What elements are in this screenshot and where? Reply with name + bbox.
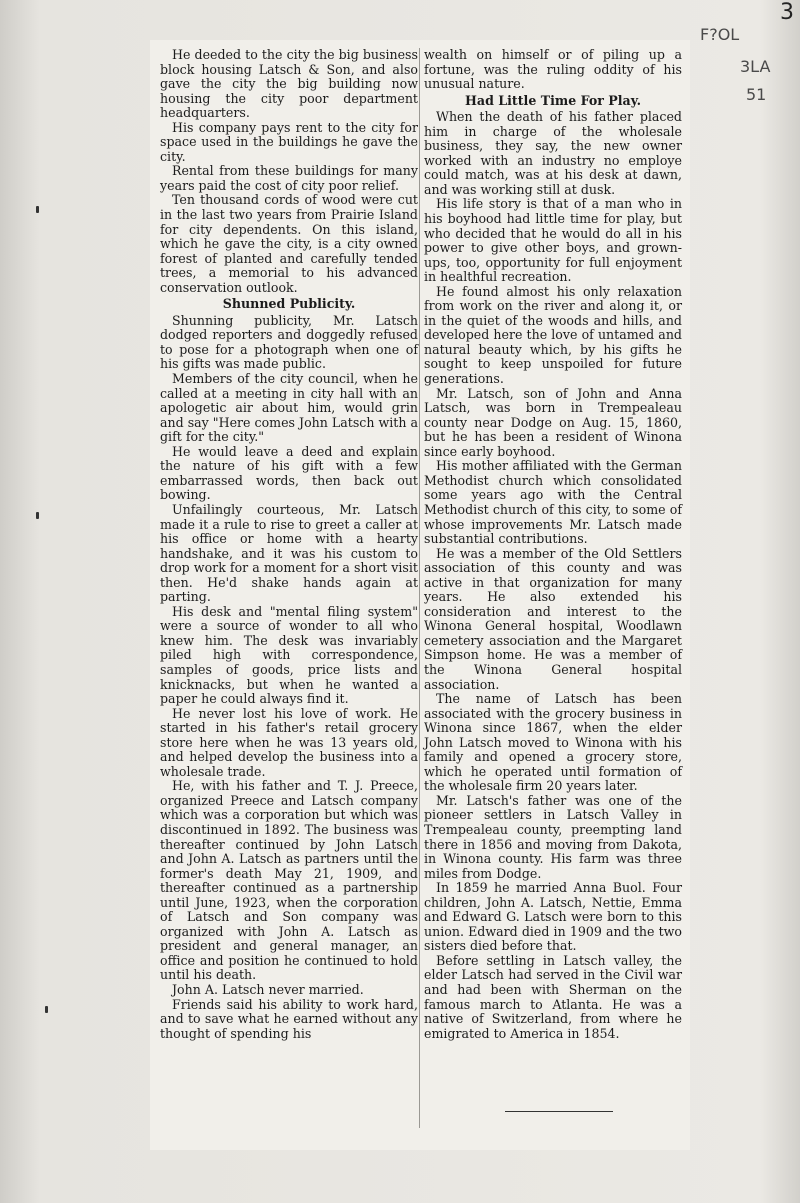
article-paragraph: Shunning publicity, Mr. Latsch dodged reporters and doggedly refused to pose for a photograph when one of his gifts was made public. [160, 312, 418, 372]
article-column-right [424, 48, 682, 1041]
article-column-left [160, 48, 418, 1041]
margin-mark [36, 512, 39, 519]
handwritten-note-line-3: 51 [746, 85, 767, 104]
handwritten-note-line-1: F?OL [700, 25, 740, 44]
article-paragraph: Ten thousand cords of wood were cut in the last two years from Prairie Island for city dependents. On this island, which he gave the city, is a city owned forest of planted and carefully tended trees, a memorial to his advanced conservation outlook. [160, 192, 418, 295]
article-paragraph: His company pays rent to the city for space used in the buildings he gave the city. [160, 119, 418, 164]
article-paragraph: Mr. Latsch, son of John and Anna Latsch, was born in Trempealeau county near Dodge on Aug. 15, 1860, but he has been a resident of Winona since early boyhood. [424, 385, 682, 459]
article-paragraph: Rental from these buildings for many years paid the cost of city poor relief. [160, 163, 418, 193]
article-paragraph: Members of the city council, when he called at a meeting in city hall with an apologetic air about him, would grin and say "Here comes John Latsch with a gift for the city." [160, 371, 418, 445]
article-paragraph: His desk and "mental filing system" were a source of wonder to all who knew him. The desk was invariably piled high with correspondence, samples of goods, price lists and knicknacks, but when he wanted a paper he could always find it. [160, 603, 418, 707]
end-rule [505, 1111, 613, 1112]
article-paragraph: He found almost his only relaxation from work on the river and along it, or in the quiet of the woods and hills, and developed here the love of untamed and natural beauty which, by his gifts he sought to keep unspoiled for future generations. [424, 283, 682, 387]
margin-mark [36, 206, 39, 213]
article-paragraph: His life story is that of a man who in his boyhood had little time for play, but who decided that he would do all in his power to give other boys, and grown-ups, too, opportunity for full enjoyment in healthful recreation. [424, 196, 682, 285]
article-paragraph: He would leave a deed and explain the nature of his gift with a few embarrassed words, then back out bowing. [160, 443, 418, 503]
section-heading: Shunned Publicity. [222, 296, 356, 312]
handwritten-note-line-2: 3LA [740, 57, 771, 76]
article-paragraph: The name of Latsch has been associated with the grocery business in Winona since 1867, when the elder John Latsch moved to Winona with his family and opened a grocery store, which he operated until formation of the wholesale firm 20 years later. [424, 691, 682, 794]
article-paragraph: Before settling in Latsch valley, the elder Latsch had served in the Civil war and had been with Sherman on the famous march to Atlanta. He was a native of Switzerland, from where he emigrated to America in 1854. [424, 952, 682, 1041]
article-paragraph: He deeded to the city the big business block housing Latsch & Son, and also gave the city the big building now housing the city poor department headquarters. [160, 47, 418, 121]
article-paragraph: He, with his father and T. J. Preece, organized Preece and Latsch company which was a corporation but which was discontinued in 1892. The business was thereafter continued by John Latsch and John A. Latsch as partners until the former's death May 21, 1909, and thereafter continued as a partnership until June, 1923, when the corporation of Latsch and Son company was organized with John A. Latsch as president and general manager, an office and position he continued to hold until his death. [160, 778, 418, 983]
column-rule [419, 48, 420, 1128]
article-paragraph: John A. Latsch never married. [172, 982, 364, 997]
article-paragraph: Unfailingly courteous, Mr. Latsch made it a rule to rise to greet a caller at his office or home with a hearty handshake, and it was his custom to drop work for a moment for a short visit then. He'd shake hands again at parting. [160, 501, 418, 605]
article-paragraph: Mr. Latsch's father was one of the pioneer settlers in Latsch Valley in Trempealeau county, preempting land there in 1856 and moving from Dakota, in Winona county. His farm was three miles from Dodge. [424, 792, 682, 881]
article-paragraph: His mother affiliated with the German Methodist church which consolidated some years ago with the Central Methodist church of this city, to some of whose improvements Mr. Latsch made substantial contributions. [424, 458, 682, 547]
section-heading: Had Little Time For Play. [465, 92, 641, 108]
article-paragraph: When the death of his father placed him in charge of the wholesale business, they say, the new owner worked with an industry no employe could match, was at his desk at dawn, and was working still at dusk. [424, 109, 682, 197]
article-paragraph: He was a member of the Old Settlers association of this county and was active in that organization for many years. He also extended his consideration and interest to the Winona General hospital, Woodlawn cemetery association and the Margaret Simpson home. He was a member of the Winona General hospital association. [424, 545, 682, 692]
article-paragraph: Friends said his ability to work hard, and to save what he earned without any thought of spending his [160, 996, 418, 1041]
article-paragraph: He never lost his love of work. He started in his father's retail grocery store here when he was 13 years old, and helped develop the business into a wholesale trade. [160, 705, 418, 779]
article-paragraph: In 1859 he married Anna Buol. Four children, John A. Latsch, Nettie, Emma and Edward G. Latsch were born to this union. Edward died in 1909 and the two sisters died before that. [424, 880, 682, 954]
page-number: 3 [780, 0, 794, 25]
margin-mark [45, 1006, 48, 1013]
article-paragraph: wealth on himself or of piling up a fortune, was the ruling oddity of his unusual nature. [424, 47, 682, 92]
